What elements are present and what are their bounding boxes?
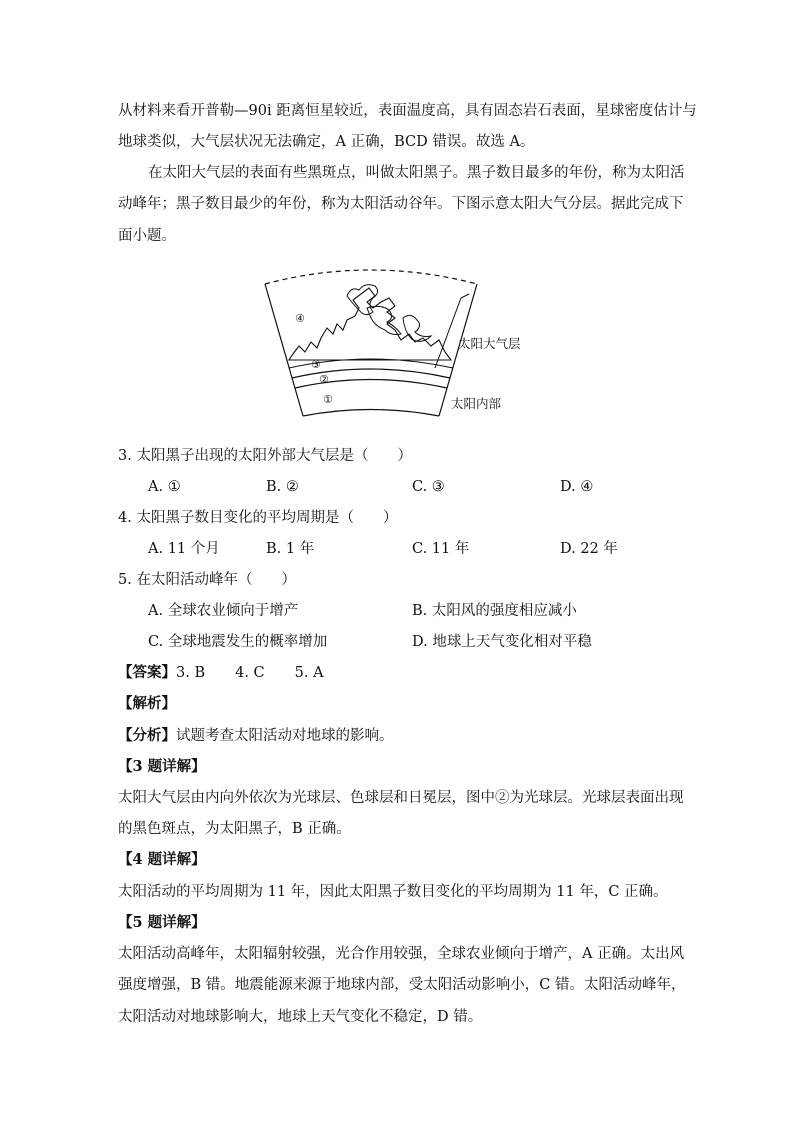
q3-option-b: B. ② [266, 479, 299, 495]
solar-atmosphere-diagram [255, 268, 545, 428]
detail-5-line-1: 太阳活动高峰年，太阳辐射较强，光合作用较强，全球农业倾向于增产，A 正确。太出风 [118, 946, 685, 962]
prominence-1 [347, 285, 378, 315]
passage-line-2: 动峰年；黑子数目最少的年份，称为太阳活动谷年。下图示意太阳大气分层。据此完成下 [118, 196, 684, 212]
analysis-heading: 【解析】 [118, 695, 176, 712]
q5-option-a: A. 全球农业倾向于增产 [148, 603, 299, 619]
q5-option-b: B. 太阳风的强度相应减小 [412, 603, 577, 619]
q5-option-c: C. 全球地震发生的概率增加 [148, 634, 328, 650]
sector-bottom-arc [303, 410, 439, 417]
corona-outer-dashed-arc [265, 270, 477, 284]
detail-5-line-3: 太阳活动对地球影响大，地球上天气变化不稳定，D 错。 [118, 1009, 483, 1025]
answer-label: 【答案】 [118, 664, 176, 681]
marker-2: ② [319, 373, 329, 386]
q3-stem: 3. 太阳黑子出现的太阳外部大气层是（ ） [118, 448, 412, 464]
q4-option-a: A. 11 个月 [148, 541, 220, 557]
q3-option-a: A. ① [148, 479, 181, 495]
answer-line [118, 663, 324, 683]
marker-4: ④ [295, 312, 305, 325]
q5-stem: 5. 在太阳活动峰年（ ） [118, 572, 296, 588]
prominence-3 [403, 315, 431, 341]
fenxi-label: 【分析】 [118, 727, 176, 744]
q3-option-c: C. ③ [412, 479, 445, 495]
q4-stem: 4. 太阳黑子数目变化的平均周期是（ ） [118, 510, 398, 526]
q5-option-d: D. 地球上天气变化相对平稳 [412, 634, 592, 650]
marker-1: ① [323, 393, 333, 406]
label-solar-interior: 太阳内部 [451, 396, 502, 411]
answer-4: 4. C [235, 665, 265, 681]
q4-option-c: C. 11 年 [412, 541, 470, 557]
answer-5: 5. A [294, 665, 324, 681]
q4-option-b: B. 1 年 [266, 541, 315, 557]
detail-3-line-2: 的黑色斑点，为太阳黑子，B 正确。 [118, 821, 351, 837]
detail-5-heading: 【5 题详解】 [118, 914, 206, 931]
answer-3: 3. B [176, 665, 206, 681]
layer-arc-1 [295, 380, 447, 389]
chromosphere-spicules [289, 288, 451, 360]
detail-4-line-1: 太阳活动的平均周期为 11 年，因此太阳黑子数目变化的平均周期为 11 年，C 正确。 [118, 884, 668, 900]
intro-line-1: 从材料来看开普勒—90i 距离恒星较近，表面温度高，具有固态岩石表面，星球密度估计与 [118, 103, 697, 119]
detail-5-line-2: 强度增强，B 错。地震能源来源于地球内部，受太阳活动影响小，C 错。太阳活动峰年， [118, 977, 686, 993]
sector-left-edge [265, 284, 303, 416]
passage-line-3: 面小题。 [118, 228, 176, 244]
detail-3-line-1: 太阳大气层由内向外依次为光球层、色球层和日冕层，图中②为光球层。光球层表面出现 [118, 790, 684, 806]
intro-line-2: 地球类似，大气层状况无法确定，A 正确，BCD 错误。故选 A。 [118, 134, 535, 150]
q4-option-d: D. 22 年 [560, 541, 618, 557]
passage-line-1: 在太阳大气层的表面有些黑斑点，叫做太阳黑子。黑子数目最多的年份，称为太阳活 [148, 165, 685, 181]
marker-3: ③ [311, 358, 321, 371]
q3-option-d: D. ④ [560, 479, 594, 495]
fenxi-text: 试题考查太阳活动对地球的影响。 [176, 728, 394, 744]
fenxi-line [118, 726, 394, 746]
label-solar-atmosphere: 太阳大气层 [458, 336, 521, 351]
detail-4-heading: 【4 题详解】 [118, 851, 206, 868]
detail-3-heading: 【3 题详解】 [118, 758, 206, 775]
